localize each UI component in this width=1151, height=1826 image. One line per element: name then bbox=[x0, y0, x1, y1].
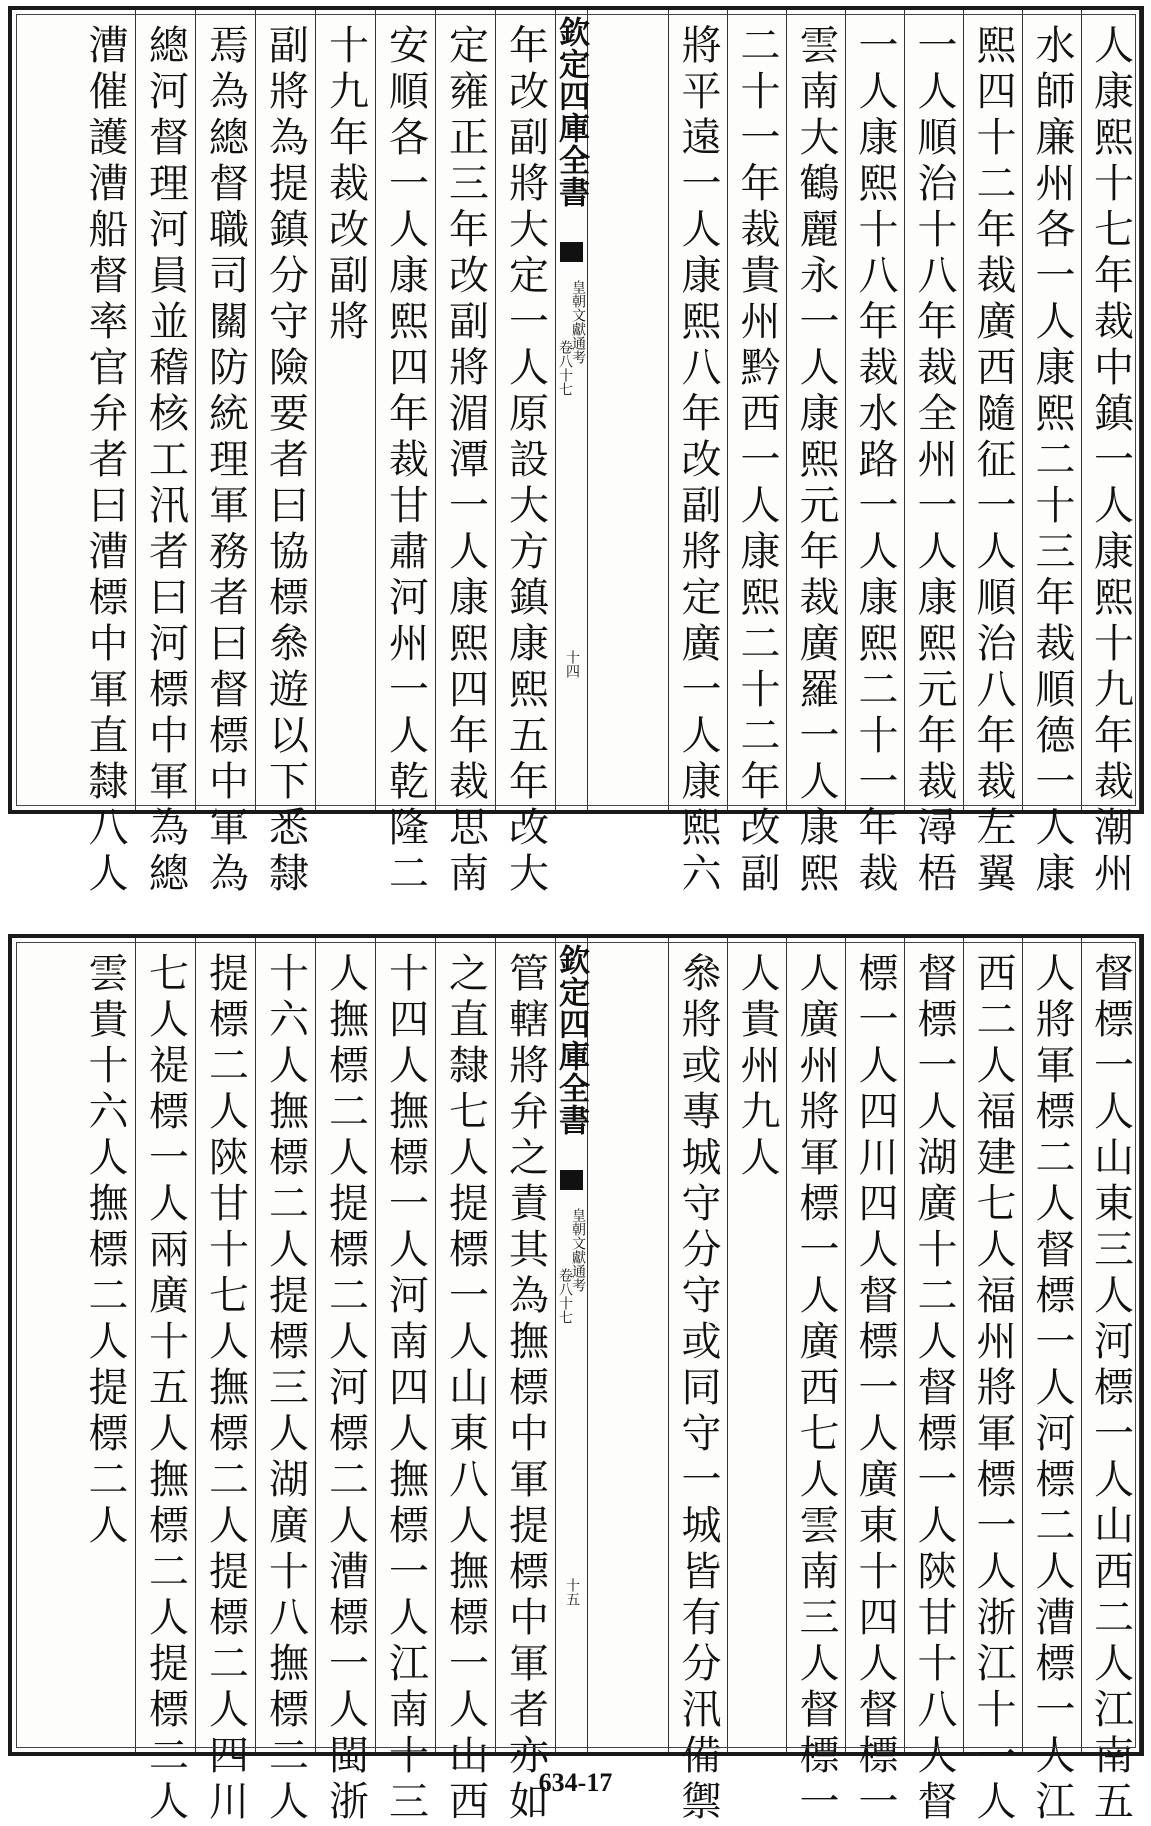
text-column bbox=[255, 10, 315, 898]
text-column bbox=[255, 938, 315, 1826]
text-column bbox=[195, 938, 255, 1826]
column-text: 總河督理河員並稽核工汛者曰河標中軍為總 bbox=[142, 24, 189, 898]
text-column bbox=[495, 10, 555, 898]
text-column bbox=[963, 938, 1022, 1826]
column-text: 人撫標二人提標二人河標二人漕標一人閩浙 bbox=[322, 952, 369, 1826]
text-column bbox=[1022, 938, 1081, 1826]
text-column bbox=[375, 938, 435, 1826]
column-text: 七人禔標一人兩廣十五人撫標二人提標二人 bbox=[142, 952, 189, 1826]
text-column bbox=[135, 10, 195, 898]
column-text: 人廣州將軍標一人廣西七人雲南三人督標一 bbox=[793, 952, 839, 1826]
text-column bbox=[495, 938, 555, 1826]
book-line: 皇朝文獻通考 bbox=[570, 280, 586, 364]
column-text: 安順各一人康熙四年裁甘肅河州一人乾隆二 bbox=[382, 24, 429, 898]
column-text: 西二人福建七人福州將軍標一人浙江十一人 bbox=[970, 952, 1016, 1826]
left-half bbox=[12, 938, 555, 1826]
text-column bbox=[435, 938, 495, 1826]
text-column bbox=[727, 10, 786, 898]
column-text: 督標一人山東三人河標一人山西二人江南五 bbox=[1087, 952, 1134, 1826]
right-half bbox=[565, 10, 1140, 898]
column-text: 督標一人湖廣十二人督標一人陝甘十八人督 bbox=[911, 952, 957, 1826]
column-text: 之直隸七人提標一人山東八人撫標一人山西 bbox=[442, 952, 489, 1826]
column-text: 一人順治十八年裁全州一人康熙元年裁潯梧 bbox=[911, 24, 957, 898]
volume-line: 卷八十七 bbox=[557, 1268, 573, 1324]
page-number: 634-17 bbox=[538, 1768, 613, 1797]
column-text: 十六人撫標二人提標三人湖廣十八撫標二人 bbox=[262, 952, 309, 1826]
text-column bbox=[668, 938, 727, 1826]
column-text: 雲南大鶴麗永一人康熙元年裁廣羅一人康熙 bbox=[793, 24, 839, 898]
text-column bbox=[315, 10, 375, 810]
text-column bbox=[135, 938, 195, 1826]
text-column bbox=[845, 10, 904, 898]
volume-line: 卷八十七 bbox=[557, 340, 573, 396]
column-text: 叅將或專城守分守或同守一城皆有分汛備禦 bbox=[675, 952, 721, 1826]
text-column bbox=[195, 10, 255, 898]
text-column bbox=[963, 10, 1022, 898]
text-column bbox=[75, 938, 135, 1752]
text-column bbox=[904, 10, 963, 898]
column-text: 十四人撫標一人河南四人撫標一人江南十三 bbox=[382, 952, 429, 1826]
book-title: 欽定四庫全書 bbox=[553, 944, 589, 1136]
column-text: 管轄將弁之責其為撫標中軍提標中軍者亦如 bbox=[502, 952, 549, 1826]
text-column bbox=[904, 938, 963, 1826]
folio-number: 十五 bbox=[564, 1578, 580, 1606]
text-column bbox=[315, 938, 375, 1826]
text-column bbox=[435, 10, 495, 898]
text-column bbox=[1022, 10, 1081, 898]
text-column bbox=[786, 938, 845, 1826]
column-text: 一人康熙十八年裁水路一人康熙二十一年裁 bbox=[852, 24, 898, 898]
text-column bbox=[375, 10, 435, 898]
center-fold bbox=[555, 10, 588, 810]
book-title: 欽定四庫全書 bbox=[553, 16, 589, 208]
fishtail-mark bbox=[560, 1170, 583, 1190]
folio-number: 十四 bbox=[564, 650, 580, 678]
column-text: 雲貴十六人撫標二人提標二人 bbox=[82, 952, 128, 1550]
column-text: 將平遠一人康熙八年改副將定廣一人康熙六 bbox=[675, 24, 721, 898]
column-text: 副將為提鎮分守險要者曰協標叅遊以下悉隸 bbox=[262, 24, 309, 898]
book-line: 皇朝文獻通考 bbox=[570, 1208, 586, 1292]
column-text: 定雍正三年改副將湄潭一人康熙四年裁思南 bbox=[442, 24, 489, 898]
column-text: 漕催護漕船督率官弁者曰漕標中軍直隸八人 bbox=[82, 24, 128, 898]
column-text: 人貴州九人 bbox=[734, 952, 780, 1182]
column-text: 標一人四川四人督標一人廣東十四人督標一 bbox=[852, 952, 898, 1826]
column-text: 人將軍標二人督標一人河標二人漕標一人江 bbox=[1029, 952, 1075, 1826]
column-text: 水師廉州各一人康熙二十三年裁順德一人康 bbox=[1029, 24, 1075, 898]
center-fold bbox=[555, 938, 588, 1752]
column-text: 年改副將大定一人原設大方鎮康熙五年改大 bbox=[502, 24, 549, 898]
text-column bbox=[668, 10, 727, 898]
text-column bbox=[845, 938, 904, 1826]
column-text: 人康熙十七年裁中鎮一人康熙十九年裁潮州 bbox=[1087, 24, 1134, 898]
text-column bbox=[1081, 938, 1140, 1826]
text-column bbox=[786, 10, 845, 898]
column-text: 焉為總督職司關防統理軍務者曰督標中軍為 bbox=[202, 24, 249, 898]
column-text: 提標二人陝甘十七人撫標二人提標二人四川 bbox=[202, 952, 249, 1826]
column-text: 熙四十二年裁廣西隨征一人順治八年裁左翼 bbox=[970, 24, 1016, 898]
text-column bbox=[727, 938, 786, 1752]
page-frame bbox=[8, 6, 1144, 898]
column-text: 二十一年裁貴州黔西一人康熙二十二年改副 bbox=[734, 24, 780, 898]
text-column bbox=[75, 10, 135, 898]
text-column bbox=[1081, 10, 1140, 898]
left-half bbox=[12, 10, 555, 898]
column-text: 十九年裁改副將 bbox=[322, 24, 369, 346]
fishtail-mark bbox=[560, 242, 583, 262]
